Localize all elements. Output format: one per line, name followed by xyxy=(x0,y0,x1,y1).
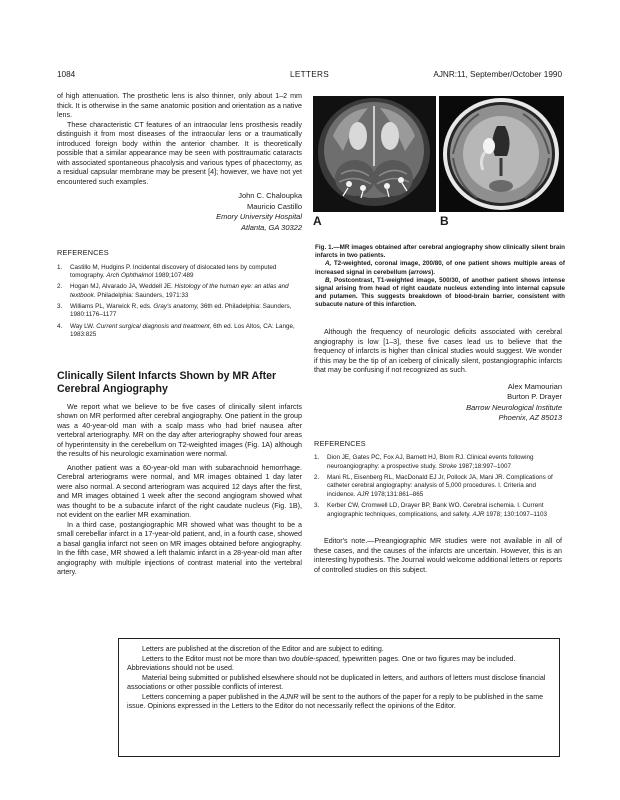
policy-line: Letters concerning a paper published in the AJNR will be sent to the authors of the paper for a reply to be published in the same issue. Opinions expressed in the Letters to the Editor do not necessarily reflect the opinions of the Editor. xyxy=(127,692,544,710)
location: Phoenix, AZ 85013 xyxy=(498,413,562,422)
paragraph: In a third case, postangiographic MR showed what was thought to be a small cerebellar infarct in a 17-year-old patient, and, in a fourth case, showed a basal ganglia infarct not seen on MR images obtained before angiography. In the fifth case, MR showed a left thalamic infarct in a 28-year-old man after angiography with multiple injections of contrast material into the vertebral artery. xyxy=(57,520,302,577)
affiliation: Barrow Neurological Institute xyxy=(466,402,562,412)
mri-image-a xyxy=(313,96,436,212)
caption-part-a: A, T2-weighted, coronal image, 200/80, of one patient shows multiple areas of increased signal in cerebellum (arrows). xyxy=(315,260,566,276)
reference-item: 1. Castillo M, Hudgins P. Incidental discovery of dislocated lens by computed tomography. Arch Ophthalmol 1989;107:489 xyxy=(57,263,277,280)
paragraph: of high attenuation. The prosthetic lens is also thinner, only about 1–2 mm thick. It is otherwise in the same anatomic position and orientation as a native lens. xyxy=(57,92,302,119)
page-number: 1084 xyxy=(57,70,76,79)
figure-label-b: B xyxy=(440,214,449,228)
letters-policy-box xyxy=(118,638,560,757)
references-heading: REFERENCES xyxy=(57,248,109,257)
signature-block xyxy=(57,191,302,233)
paragraph: We report what we believe to be five cases of clinically silent infarcts shown on MR performed after cerebral angiography. One patient in the group was a 40-year-old man with a scalp mass who had brief nausea after vertebral arteriography. MR on the day after arteriography showed four areas of hyperintensity in the cerebellum on T2-weighted images (Fig. 1A) although the results of his neurologic examination were normal. xyxy=(57,402,302,459)
reference-item: 3. Kerber CW, Cromwell LD, Drayer BP, Bank WO. Cerebral ischemia. I. Current angiographic techniques, complications, and safety. AJR 1978; 130:1097–1103 xyxy=(314,501,547,518)
editors-note: Editor's note.—Preangiographic MR studies were not available in all of these cases, and the causes of the infarcts are uncertain. However, this is an interesting hypothesis. The Journal would welcome additional letters or reports of controlled studies on this subject. xyxy=(314,537,562,574)
reference-item: 3. Williams PL, Warwick R, eds. Gray's anatomy, 36th ed. Philadelphia: Saunders, 1980:1176–1177 xyxy=(57,302,292,319)
section-title: LETTERS xyxy=(290,70,329,79)
reference-item: 2. Hogan MJ, Alvarado JA, Weddell JE. Histology of the human eye: an atlas and textbook. Philadelphia: Saunders, 1971:33 xyxy=(57,283,289,299)
figure-caption xyxy=(315,244,565,310)
left-column xyxy=(57,92,302,578)
reference-list xyxy=(57,264,302,340)
paragraph: Although the frequency of neurologic deficits associated with cerebral angiography is low [1–3], these five cases lead us to believe that the frequency of infarcts is higher than clinical studies would suggest. We wonder if this may be the tip of an iceberg of clinically silent, postangiographic infarcts that may be confusing if not recognized as such. xyxy=(314,328,562,374)
reference-item: 1. Dion JE, Gates PC, Fox AJ, Barnett HJ, Blom RJ. Clinical events following neuroangiography: a prospective study. Stroke 1987;18:997–1007 xyxy=(314,454,534,470)
author-name: John C. Chaloupka xyxy=(238,191,302,200)
caption-part-b: B, Postcontrast, T1-weighted image, 500/30, of another patient shows intense signal arising from head of right caudate nucleus extending into internal capsule and putamen. This suggests breakdown of blood-brain barrier, consistent with subacute nature of this infarction. xyxy=(315,276,565,309)
article-heading: Clinically Silent Infarcts Shown by MR After Cerebral Angiography xyxy=(57,369,277,395)
affiliation: Emory University Hospital xyxy=(216,212,302,221)
running-header xyxy=(57,70,562,82)
paragraph: Another patient was a 60-year-old man with subarachnoid hemorrhage. Cerebral arteriograms were normal, and MR images obtained 1 day later were also normal. A second arteriogram was acquired 12 days after the first, and MR images obtained 1 week after the second angiogram showed what was thought to be a subacute infarct of the right caudate nucleus (Fig. 1B), not evident on the earlier MR examination. xyxy=(57,463,302,520)
signature-block xyxy=(314,382,562,424)
reference-item: 4. Way LW. Current surgical diagnosis and treatment, 6th ed. Los Altos, CA: Lange, 1983:825 xyxy=(57,322,295,339)
right-column xyxy=(314,328,562,575)
policy-line: Letters to the Editor must not be more than two double-spaced, typewritten pages. One or two figures may be included. Abbreviations should not be used. xyxy=(127,654,516,672)
references-heading: REFERENCES xyxy=(314,438,366,448)
mri-image-b xyxy=(439,96,564,212)
caption-title: Fig. 1.—MR images obtained after cerebral angiography show clinically silent brain infarcts in two patients. xyxy=(315,244,565,260)
policy-line: Material being submitted or published elsewhere should not be duplicated in letters, and authors of letters must disclose financial associations or other possible conflicts of interest. xyxy=(127,673,546,691)
coronal-t2-brain-image xyxy=(313,96,436,212)
reference-list xyxy=(314,454,562,519)
figure-label-a: A xyxy=(313,214,322,228)
author-name: Mauricio Castillo xyxy=(246,201,302,211)
journal-citation: AJNR:11, September/October 1990 xyxy=(433,70,562,79)
author-name: Burton P. Drayer xyxy=(507,392,562,401)
author-name: Alex Mamourian xyxy=(507,381,562,391)
paragraph: These characteristic CT features of an intraocular lens prosthesis readily distinguish it from most diseases of the intraocular lens or a traumatically introduced foreign body within the anterior chamber. It is theoretically possible that a similar appearance may be seen with posttraumatic cataracts with associated spontaneous phacolysis and various types of phacectomy, as a residual capsular membrane may be present [4]; however, we have not yet encountered such examples. xyxy=(57,120,302,186)
reference-item: 2. Mani RL, Eisenberg RL, MacDonald EJ Jr, Pollock JA, Mani JR. Complications of catheter cerebral angiography: analysis of 5,000 procedures. I. Criteria and incidence. AJR 1978;131:861–865 xyxy=(314,473,553,498)
location: Atlanta, GA 30322 xyxy=(240,222,302,232)
policy-line: Letters are published at the discretion of the Editor and are subject to editing. xyxy=(142,645,384,653)
axial-t1-brain-image xyxy=(439,96,564,212)
